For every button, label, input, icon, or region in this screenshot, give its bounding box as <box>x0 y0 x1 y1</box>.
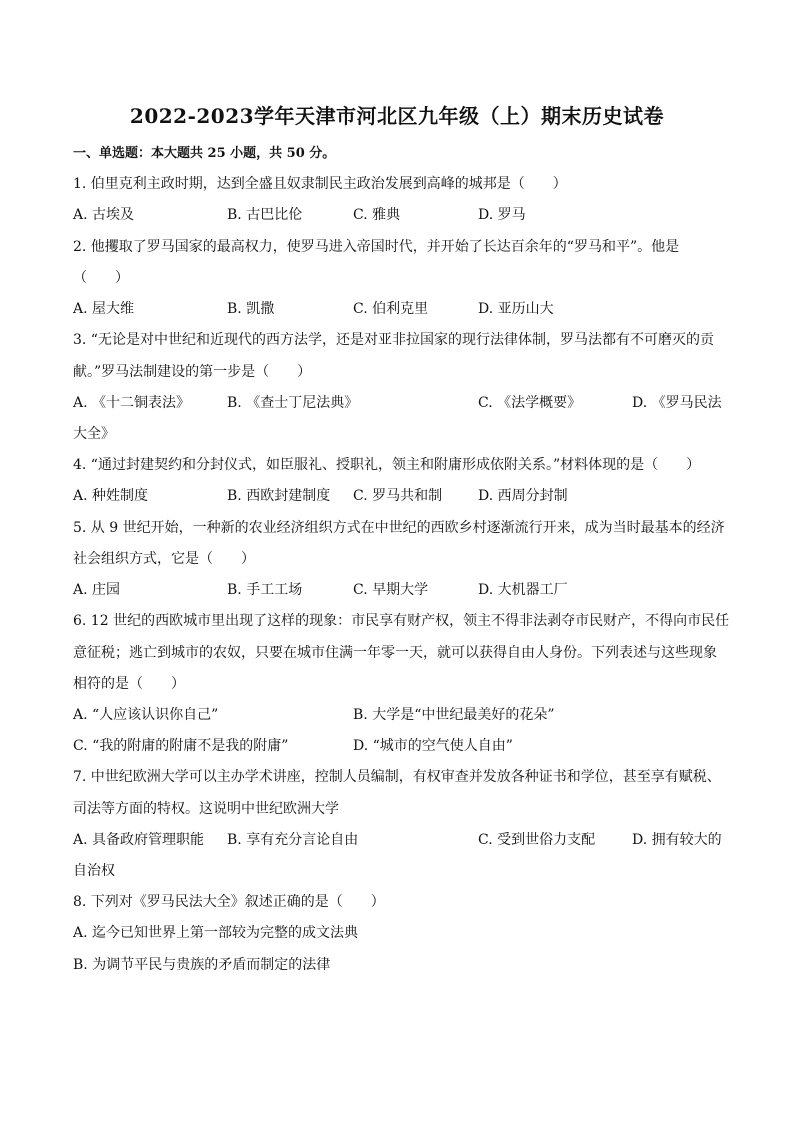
question-7-stem-cont: 司法等方面的特权。这说明中世纪欧洲大学 <box>73 801 339 817</box>
question-1-stem: 1. 伯里克利主政时期，达到全盛且奴隶制民主政治发展到高峰的城邦是（ ） <box>73 176 567 192</box>
question-6-option-d: D. “城市的空气使人自由” <box>353 738 513 754</box>
question-5-option-c: C. 早期大学 <box>353 582 429 598</box>
section-heading: 一、单选题：本大题共 25 小题，共 50 分。 <box>73 146 336 161</box>
page-title: 2022-2023学年天津市河北区九年级（上）期末历史试卷 <box>129 104 665 128</box>
question-3-option-b: B. 《查士丁尼法典》 <box>227 395 359 411</box>
question-2-stem: 2. 他攫取了罗马国家的最高权力，使罗马进入帝国时代，并开始了长达百余年的“罗马和平”。他是 <box>73 239 680 255</box>
question-7-option-a: A. 具备政府管理职能 <box>73 832 205 848</box>
question-6-stem: 6. 12 世纪的西欧城市里出现了这样的现象：市民享有财产权，领主不得非法剥夺市民财产，不得向市民任 <box>73 613 730 629</box>
question-6-stem-cont-1: 意征税；逃亡到城市的农奴，只要在城市住满一年零一天，就可以获得自由人身份。下列表述与这些现象 <box>73 645 717 661</box>
question-1-option-b: B. 古巴比伦 <box>227 207 303 223</box>
question-1-option-d: D. 罗马 <box>478 207 526 223</box>
question-2-stem-cont: （ ） <box>73 270 129 286</box>
question-1-option-c: C. 雅典 <box>353 207 401 223</box>
question-4-option-a: A. 种姓制度 <box>73 488 149 504</box>
question-6-option-a: A. “人应该认识你自己” <box>73 707 219 723</box>
question-2-option-c: C. 伯利克里 <box>353 301 429 317</box>
question-3-option-c: C. 《法学概要》 <box>478 395 582 411</box>
question-3-stem-cont: 献。”罗马法制建设的第一步是（ ） <box>73 364 312 380</box>
question-3-option-d-cont: 大全》 <box>73 426 115 442</box>
question-6-option-b: B. 大学是“中世纪最美好的花朵” <box>353 707 555 723</box>
question-4-option-d: D. 西周分封制 <box>478 488 568 504</box>
question-5-option-a: A. 庄园 <box>73 582 121 598</box>
question-7-option-b: B. 享有充分言论自由 <box>227 832 359 848</box>
question-7-option-d: D. 拥有较大的 <box>632 832 722 848</box>
question-6-option-c: C. “我的附庸的附庸不是我的附庸” <box>73 738 289 754</box>
question-6-stem-cont-2: 相符的是（ ） <box>73 676 185 692</box>
question-5-option-b: B. 手工工场 <box>227 582 303 598</box>
question-8-option-a: A. 迄今已知世界上第一部较为完整的成文法典 <box>73 925 359 941</box>
question-4-stem: 4. “通过封建契约和分封仪式，如臣服礼、授职礼，领主和附庸形成依附关系。”材料体现的是（ ） <box>73 457 701 473</box>
question-4-option-b: B. 西欧封建制度 <box>227 488 331 504</box>
question-7-stem: 7. 中世纪欧洲大学可以主办学术讲座，控制人员编制，有权审查并发放各种证书和学位，甚至享有赋税、 <box>73 769 721 785</box>
question-5-stem-cont: 社会组织方式，它是（ ） <box>73 551 255 567</box>
question-5-stem: 5. 从 9 世纪开始，一种新的农业经济组织方式在中世纪的西欧乡村逐渐流行开来，成为当时最基本的经济 <box>73 520 725 536</box>
question-8-option-b: B. 为调节平民与贵族的矛盾而制定的法律 <box>73 957 331 973</box>
question-1-option-a: A. 古埃及 <box>73 207 135 223</box>
question-3-option-d: D. 《罗马民法 <box>632 395 722 411</box>
question-7-option-d-cont: 自治权 <box>73 863 115 879</box>
question-3-option-a: A. 《十二铜表法》 <box>73 395 191 411</box>
question-8-stem: 8. 下列对《罗马民法大全》叙述正确的是（ ） <box>73 894 385 910</box>
question-7-option-c: C. 受到世俗力支配 <box>478 832 596 848</box>
question-2-option-d: D. 亚历山大 <box>478 301 554 317</box>
question-3-stem: 3. “无论是对中世纪和近现代的西方法学，还是对亚非拉国家的现行法律体制，罗马法都有不可磨灭的贡 <box>73 332 714 348</box>
question-4-option-c: C. 罗马共和制 <box>353 488 443 504</box>
question-5-option-d: D. 大机器工厂 <box>478 582 568 598</box>
question-2-option-a: A. 屋大维 <box>73 301 135 317</box>
question-2-option-b: B. 凯撒 <box>227 301 275 317</box>
